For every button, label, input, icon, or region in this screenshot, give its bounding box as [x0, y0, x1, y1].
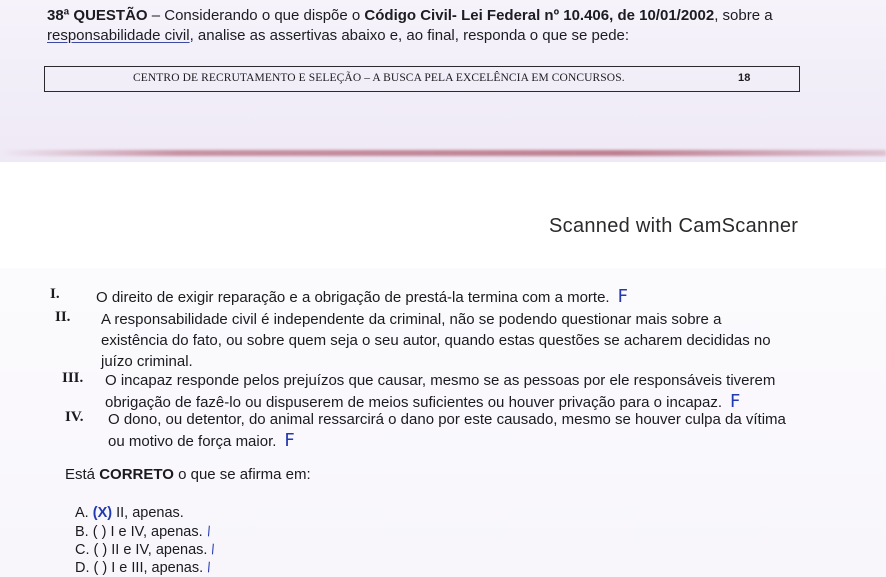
handwritten-f-mark: F [730, 391, 741, 412]
option-checkbox-marked[interactable]: (X) [92, 505, 113, 521]
pen-slash-icon: \ [204, 522, 214, 540]
option-c[interactable] [75, 540, 218, 559]
handwritten-f-mark: F [617, 286, 628, 307]
option-letter: B. [75, 524, 89, 540]
scanned-page-top [0, 0, 886, 162]
banner-text: CENTRO DE RECRUTAMENTO E SELEÇÃO – A BUSCA PELA EXCELÊNCIA EM CONCURSOS. [133, 72, 625, 84]
assertion-line: ou motivo de força maior. [108, 433, 277, 450]
assertion-iii [105, 370, 775, 413]
option-checkbox[interactable]: ( ) [93, 542, 108, 558]
pen-slash-icon: \ [204, 558, 214, 576]
page-number: 18 [738, 72, 751, 84]
exam-banner [44, 66, 800, 92]
question-instruction: , analise as assertivas abaixo e, ao final, responda o que se pede: [189, 27, 630, 44]
option-text: II e IV, apenas. [111, 542, 208, 558]
camscanner-watermark: Scanned with CamScanner [549, 215, 799, 237]
option-a[interactable] [75, 504, 184, 522]
assertion-line: O incapaz responde pelos prejuízos que causar, mesmo se as pessoas por ele responsáveis tiverem [105, 372, 776, 389]
assertion-i [96, 286, 628, 308]
assertion-numeral: III. [62, 370, 84, 386]
law-reference: Código Civil- Lei Federal nº 10.406, de 10/01/2002 [364, 7, 715, 24]
assertion-line: O direito de exigir reparação e a obrigação de prestá-la termina com a morte. [96, 289, 610, 306]
option-text: I e III, apenas. [111, 560, 204, 576]
assertion-numeral: IV. [65, 409, 84, 425]
assertion-line: O dono, ou detentor, do animal ressarcirá o dano por este causado, mesmo se houver culpa da vítima [108, 411, 786, 428]
assertion-iv [108, 409, 786, 452]
option-text: I e IV, apenas. [110, 524, 203, 540]
prompt-text-end: o que se afirma em: [173, 466, 311, 483]
assertion-line: A responsabilidade civil é independente da criminal, não se podendo questionar mais sobre a [101, 311, 722, 328]
answer-prompt [65, 466, 311, 483]
option-checkbox[interactable]: ( ) [92, 524, 107, 540]
option-d[interactable] [75, 558, 214, 577]
scan-edge-line [0, 150, 886, 156]
assertion-ii [101, 309, 771, 372]
question-number: 38ª QUESTÃO [47, 7, 148, 24]
option-letter: A. [75, 505, 89, 521]
assertion-numeral: I. [50, 286, 60, 302]
prompt-bold: CORRETO [99, 466, 174, 483]
topic-underlined: responsabilidade civil [47, 27, 190, 44]
option-checkbox[interactable]: ( ) [93, 560, 108, 576]
question-intro-cont: , sobre a [714, 7, 773, 24]
assertion-line: juízo criminal. [101, 353, 193, 370]
prompt-text: Está [65, 466, 100, 483]
option-letter: C. [75, 542, 90, 558]
option-text: II, apenas. [116, 505, 184, 521]
assertion-numeral: II. [55, 309, 71, 325]
pen-slash-icon: \ [208, 540, 218, 558]
handwritten-f-mark: F [284, 430, 295, 451]
assertion-line: existência do fato, ou sobre quem seja o seu autor, quando estas questões se acharem decididas no [101, 332, 771, 349]
option-b[interactable] [75, 522, 214, 541]
assertion-line: obrigação de fazê-lo ou dispuserem de meios suficientes ou houver privação para o incapaz. [105, 394, 723, 411]
question-intro: – Considerando o que dispõe o [147, 7, 365, 24]
option-letter: D. [75, 560, 90, 576]
question-header [47, 6, 867, 46]
